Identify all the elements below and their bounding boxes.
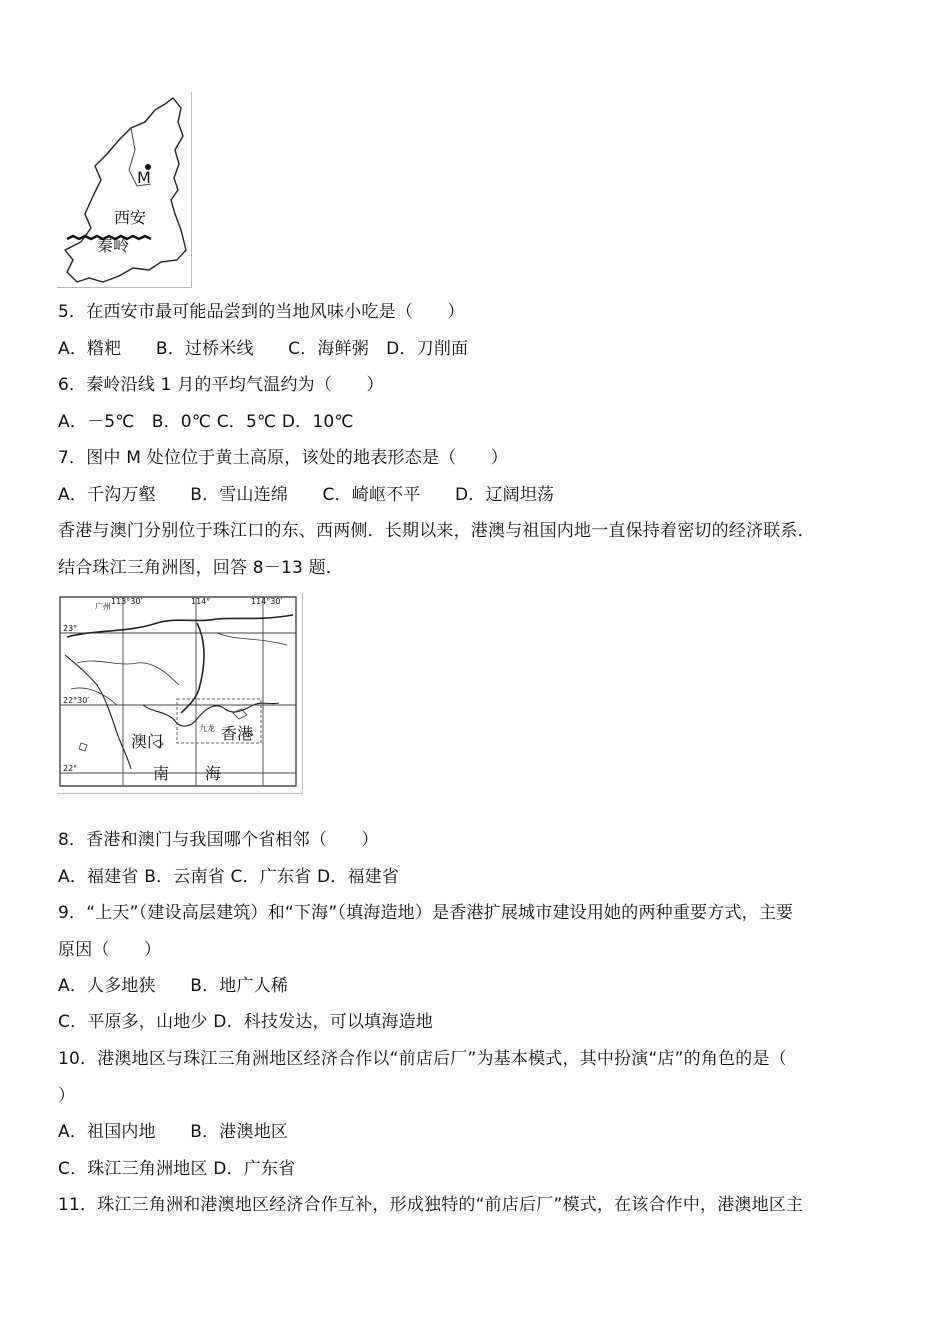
lat-label-2: 22°30′ [63, 696, 90, 705]
q10-options-2: C．珠江三角洲地区 D．广东省 [58, 1159, 296, 1179]
q9-options-1: A．人多地狭 B．地广人稀 [58, 976, 289, 996]
label-qinling: 秦岭 [97, 236, 130, 255]
shaanxi-map [57, 92, 192, 288]
q10-stem-1: 10．港澳地区与珠江三角洲地区经济合作以“前店后厂”为基本模式，其中扮演“店”的角色的是（ [58, 1049, 787, 1069]
q6-stem: 6．秦岭沿线 1 月的平均气温约为（ ） [58, 375, 384, 395]
label-macau: 澳门 [131, 732, 164, 751]
q9-stem-2: 原因（ ） [58, 940, 162, 960]
label-xian: 西安 [114, 208, 147, 227]
label-hongkong: 香港 [221, 724, 254, 743]
label-m: M [137, 168, 151, 187]
q10-stem-2: ） [58, 1086, 76, 1106]
intro-line-1: 香港与澳门分别位于珠江口的东、西两侧．长期以来，港澳与祖国内地一直保持着密切的经济联系． [58, 521, 815, 541]
lon-label-3: 114°30′ [251, 597, 283, 606]
q5-stem: 5．在西安市最可能品尝到的当地风味小吃是（ ） [58, 302, 465, 322]
shaanxi-map-svg [57, 92, 191, 287]
label-sea-2: 海 [205, 764, 222, 783]
q5-options: A．糌粑 B．过桥米线 C．海鲜粥 D．刀削面 [58, 339, 469, 359]
q6-options: A．－5℃ B．0℃ C．5℃ D．10℃ [58, 412, 354, 432]
river-5 [217, 633, 287, 645]
lon-label-1: 113°30′ [111, 597, 143, 606]
river-2 [181, 623, 204, 713]
q8-stem: 8．香港和澳门与我国哪个省相邻（ ） [58, 830, 379, 850]
lon-label-2: 114° [191, 597, 211, 606]
lat-label-3: 22° [63, 764, 78, 773]
label-kowloon: 九龙 [199, 724, 215, 733]
q8-options: A．福建省 B．云南省 C．广东省 D．福建省 [58, 867, 400, 887]
q10-options-1: A．祖国内地 B．港澳地区 [58, 1122, 289, 1142]
river-3 [77, 661, 179, 685]
prd-map-svg [57, 593, 302, 793]
q9-options-2: C．平原多，山地少 D．科技发达，可以填海造地 [58, 1012, 433, 1032]
q7-options: A．千沟万壑 B．雪山连绵 C．崎岖不平 D．辽阔坦荡 [58, 485, 555, 505]
q11-stem-1: 11．珠江三角洲和港澳地区经济合作互补，形成独特的“前店后厂”模式，在该合作中，港澳地区主 [58, 1195, 804, 1215]
pearl-river-delta-map [57, 593, 303, 794]
river-1 [67, 615, 293, 637]
coastline [65, 655, 279, 769]
q9-stem-1: 9．“上天”（建设高层建筑）和“下海”（填海造地）是香港扩展城市建设用她的两种重要方式，主要 [58, 903, 794, 923]
label-sea-1: 南 [153, 764, 170, 783]
label-guangzhou: 广州 [95, 602, 111, 611]
intro-line-2: 结合珠江三角洲图，回答 8－13 题． [58, 558, 344, 578]
q7-stem: 7．图中 M 处位位于黄土高原，该处的地表形态是（ ） [58, 448, 508, 468]
lat-label-1: 23° [63, 624, 78, 633]
